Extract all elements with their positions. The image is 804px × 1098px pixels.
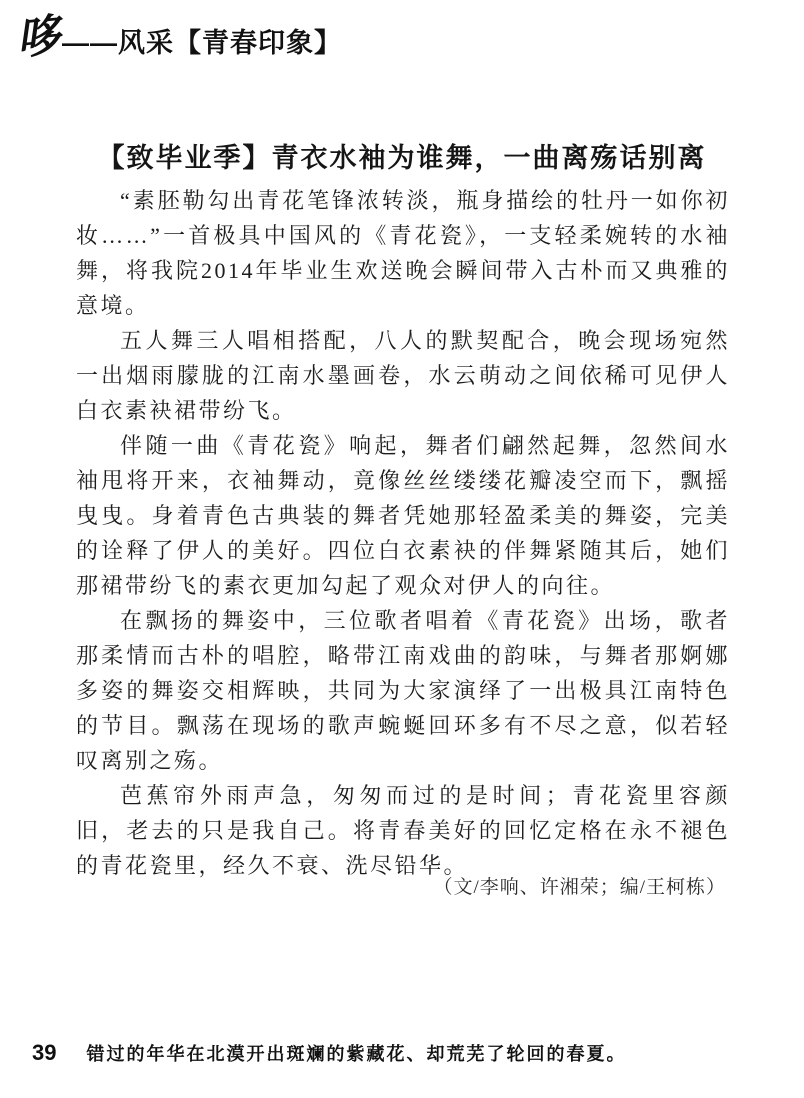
logo-script-character: 哆 bbox=[13, 9, 63, 66]
article-title: 【致毕业季】青衣水袖为谁舞，一曲离殇话别离 bbox=[97, 143, 707, 174]
paragraph: 伴随一曲《青花瓷》响起，舞者们翩然起舞，忽然间水袖甩将开来，衣袖舞动，竟像丝丝缕缕花瓣凌空而下，飘摇曳曳。身着青色古典装的舞者凭她那轻盈柔美的舞姿，完美的诠释了伊人的美好。四位白衣素袂的伴舞紧随其后，她们那裙带纷飞的素衣更加勾起了观众对伊人的向往。 bbox=[76, 433, 730, 598]
paragraph: 芭蕉帘外雨声急，匆匆而过的是时间；青花瓷里容颜旧，老去的只是我自己。将青春美好的回忆定格在永不褪色的青花瓷里，经久不衰、洗尽铅华。 bbox=[76, 783, 730, 878]
byline: （文/李响、许湘荣；编/王柯栋） bbox=[433, 877, 726, 898]
paragraph: “素胚勒勾出青花笔锋浓转淡，瓶身描绘的牡丹一如你初妆……”一首极具中国风的《青花瓷》，一支轻柔婉转的水袖舞，将我院2014年毕业生欢送晚会瞬间带入古朴而又典雅的意境。 bbox=[76, 188, 730, 318]
masthead-logo bbox=[13, 9, 342, 66]
paragraph: 在飘扬的舞姿中，三位歌者唱着《青花瓷》出场，歌者那柔情而古朴的唱腔，略带江南戏曲的韵味，与舞者那婀娜多姿的舞姿交相辉映，共同为大家演绎了一出极具江南特色的节目。飘荡在现场的歌声蜿蜒回环多有不尽之意，似若轻叹离别之殇。 bbox=[76, 608, 730, 773]
masthead-section-label: ——风采【青春印象】 bbox=[62, 28, 342, 58]
page-footer bbox=[32, 1040, 626, 1066]
footer-quote: 错过的年华在北漠开出斑斓的紫藏花、却荒芜了轮回的春夏。 bbox=[86, 1044, 627, 1064]
article-body bbox=[76, 183, 730, 883]
paragraph: 五人舞三人唱相搭配，八人的默契配合，晚会现场宛然一出烟雨朦胧的江南水墨画卷，水云萌动之间依稀可见伊人白衣素袂裙带纷飞。 bbox=[76, 328, 730, 423]
page-number: 39 bbox=[32, 1040, 57, 1065]
